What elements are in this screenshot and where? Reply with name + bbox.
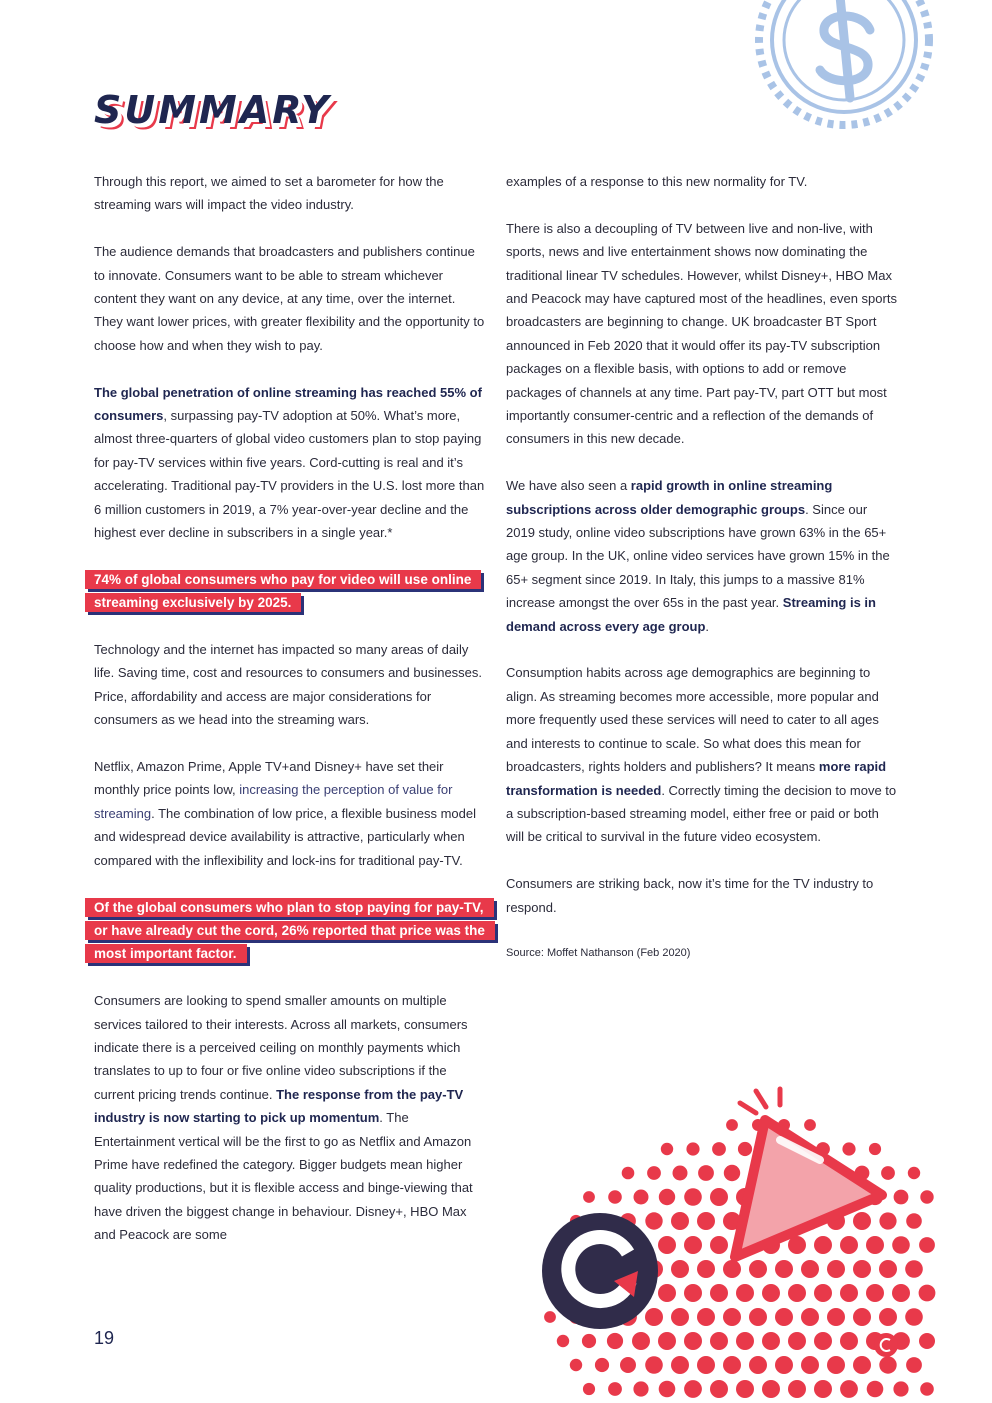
decor-dot [620, 1357, 636, 1373]
decor-dot [908, 1167, 920, 1179]
decor-dot [582, 1334, 596, 1348]
decor-dot [684, 1236, 702, 1254]
decor-dot [840, 1284, 858, 1302]
decor-dot [544, 1311, 556, 1323]
decor-dot [905, 1260, 923, 1278]
page-title: SUMMARY [94, 88, 332, 132]
decor-dot [658, 1236, 676, 1254]
decor-dot [632, 1332, 650, 1350]
decor-dot [686, 1142, 699, 1155]
decor-dot [661, 1143, 673, 1155]
decor-dot [749, 1308, 767, 1326]
copyright-badge-icon [874, 1333, 898, 1357]
bold-highlight: rapid growth in online streaming subscriptions across older demographic groups [506, 478, 833, 517]
bold-highlight: The global penetration of online streaming has reached 55% of consumers [94, 384, 482, 424]
decor-dot [684, 1332, 702, 1350]
decor-dot [671, 1308, 689, 1326]
text-run: We have also seen a [506, 478, 631, 494]
decor-dot [814, 1332, 832, 1350]
decor-dot [723, 1356, 741, 1374]
decor-dot [659, 1381, 676, 1398]
decor-dot [698, 1165, 714, 1181]
text-run: . The combination of low price, a flexible business model and widespread device availability is attractive, particularly when compared with the inflexibility and lock-ins for traditional pay-TV. [94, 805, 477, 868]
decor-dot [840, 1332, 858, 1350]
text-run: . [705, 618, 710, 634]
decor-dot [788, 1380, 806, 1398]
decor-dot [710, 1188, 728, 1206]
decor-dot [814, 1380, 832, 1398]
paragraph: Consumers are striking back, now it’s time for the TV industry to respond. [506, 876, 874, 915]
decor-dot [920, 1190, 933, 1203]
paragraph: Technology and the internet has impacted so many areas of daily life. Saving time, cost and resources to consumers and businesses. Price, affordability and access are major considerations for consumers as we head into the streaming wars. [94, 642, 483, 728]
decor-dot [608, 1382, 622, 1396]
callout-box [85, 896, 486, 966]
decor-dot [671, 1356, 689, 1374]
decor-dot [634, 1190, 649, 1205]
decor-dot [736, 1380, 754, 1398]
page-number: 19 [94, 1328, 115, 1348]
text-run: . Correctly timing the decision to move to a subscription-based streaming model, either free or paid or both will be critical to survival in the future video ecosystem. [506, 782, 897, 845]
decor-dot [892, 1284, 910, 1302]
decor-dot [879, 1260, 897, 1278]
decor-dot [906, 1213, 922, 1229]
paragraph [506, 474, 898, 638]
left-column [94, 170, 486, 1270]
decor-dot [869, 1143, 881, 1155]
decor-dot [919, 1285, 936, 1302]
decor-dot [842, 1142, 855, 1155]
decor-dot [684, 1380, 702, 1398]
decor-dot [905, 1308, 923, 1326]
decor-dot [645, 1212, 662, 1229]
decor-dot [673, 1166, 688, 1181]
decor-dot [840, 1380, 858, 1398]
decor-dot [853, 1260, 871, 1278]
decor-dot [633, 1381, 648, 1396]
decor-dot [906, 1357, 922, 1373]
source-note: Source: Moffet Nathanson (Feb 2020) [506, 947, 691, 960]
callout-text: Of the global consumers who plan to stop paying for pay-TV, or have already cut the cord, 26% reported that price was the most important factor. [85, 898, 495, 964]
text-run: . The Entertainment vertical will be the first to go as Netflix and Amazon Prime have redefined the category. Bigger budgets mean higher quality productions, but it is flexible access and binge-viewing that have driven the biggest change in behaviour. Disney+, HBO Max and Peacock are some [94, 1110, 473, 1243]
decor-dot [595, 1358, 609, 1372]
text-run: Consumers are looking to spend smaller amounts on multiple services tailored to their interests. Across all markets, consumers indicate there is a perceived ceiling on monthly payments which translates to up to four or five online video subscriptions if the current pricing trends continue. [94, 993, 468, 1102]
dollar-coin-icon [752, 0, 992, 140]
paragraph: examples of a response to this new normality for TV. [506, 174, 808, 189]
decor-dot [671, 1260, 689, 1278]
decor-dot [788, 1284, 806, 1302]
decor-dot [749, 1260, 767, 1278]
decor-dot [645, 1356, 663, 1374]
decor-dot [659, 1189, 675, 1205]
circular-arrow-logo-icon [542, 1213, 658, 1329]
decor-dot [827, 1308, 845, 1326]
decor-dot [827, 1260, 845, 1278]
decor-dot [738, 1142, 752, 1156]
decor-dot [658, 1332, 676, 1350]
decor-dot [749, 1356, 767, 1374]
decor-dot [801, 1260, 819, 1278]
decor-dot [892, 1236, 910, 1254]
text-run: , surpassing pay-TV adoption at 50%. What’s more, almost three-quarters of global video customers plan to stop paying for pay-TV services within five years. Cord-cutting is real and it’s accelerating. Traditional pay-TV providers in the U.S. lost more than 6 million customers in 2019, a 7% year-over-year decline and the highest ever decline in subscribers in a single year.* [94, 408, 485, 541]
decor-dot [920, 1382, 934, 1396]
decor-dot [919, 1237, 935, 1253]
decor-dot [879, 1308, 897, 1326]
decor-dot [724, 1165, 740, 1181]
decor-dot [608, 1190, 622, 1204]
decor-dot [736, 1284, 754, 1302]
decor-dot [879, 1356, 896, 1373]
right-column [506, 170, 898, 989]
decor-dot [879, 1212, 896, 1229]
callout-box [85, 568, 486, 615]
decor-dot [684, 1284, 702, 1302]
bold-highlight: The response from the pay-TV industry is now starting to pick up momentum [94, 1086, 464, 1126]
decor-dot [801, 1308, 819, 1326]
decor-dot [893, 1381, 908, 1396]
inline-link[interactable]: increasing the perception of value for streaming [94, 782, 453, 821]
decor-dot [622, 1167, 635, 1180]
decor-dot [697, 1356, 715, 1374]
decor-dot [801, 1356, 819, 1374]
decor-dot [881, 1166, 895, 1180]
decor-dot [557, 1335, 569, 1347]
decor-dot [775, 1308, 793, 1326]
text-run: Netflix, Amazon Prime, Apple TV+and Disney+ have set their monthly price points low, [94, 759, 444, 798]
decor-dot [866, 1284, 884, 1302]
decor-dot [762, 1332, 780, 1350]
decor-dot [894, 1190, 909, 1205]
decor-dot [867, 1381, 884, 1398]
paragraph [506, 661, 898, 848]
decor-dot [788, 1332, 806, 1350]
paragraph: The audience demands that broadcasters and publishers continue to innovate. Consumers want to be able to stream whichever content they want on any device, at any time, over the internet. They want lower prices, with greater flexibility and the opportunity to choose how and when they wish to pay. [94, 244, 485, 353]
decor-dot [775, 1356, 793, 1374]
decor-dot [671, 1212, 689, 1230]
decor-dot [814, 1284, 832, 1302]
decorative-illustration [530, 1085, 950, 1403]
decor-dot [827, 1356, 845, 1374]
bold-highlight: more rapid transformation is needed [506, 759, 887, 798]
decor-dot [919, 1333, 935, 1349]
decor-dot [697, 1212, 715, 1230]
decor-dot [570, 1359, 582, 1371]
paragraph [94, 989, 486, 1246]
paragraph: There is also a decoupling of TV between live and non-live, with sports, news and live entertainment shows now dominating the traditional linear TV schedules. However, whilst Disney+, HBO Max and Peacock may have captured most of the headlines, even sports broadcasters are beginning to change. UK broadcaster BT Sport announced in Feb 2020 that it would offer its pay-TV subscription packages on a flexible basis, with options to add or remove packages of channels at any time. Part pay-TV, part OTT but most importantly consumer-centric and a reflection of the demands of consumers in this new decade. [506, 220, 897, 447]
decor-dot [697, 1308, 715, 1326]
decor-dot [736, 1332, 754, 1350]
decor-dot [840, 1236, 858, 1254]
decor-dot [866, 1236, 884, 1254]
paragraph [94, 381, 486, 545]
decor-dot [762, 1380, 780, 1398]
decor-dot [710, 1380, 728, 1398]
text-run: . Since our 2019 study, online video subscriptions have grown 63% in the 65+ age group. In the UK, online video services have grown 15% in the 65+ segment since 2019. In Italy, this jumps to a massive 81% increase amongst the over 65s in the past year. [506, 501, 890, 611]
decor-dot [853, 1308, 871, 1326]
decor-dot [710, 1236, 728, 1254]
decor-dot [853, 1212, 871, 1230]
decor-dot [804, 1119, 816, 1131]
text-run: Consumption habits across age demographics are beginning to align. As streaming becomes more accessible, more popular and more frequently used these services will need to cater to all ages and interests to continue to scale. So what does this mean for broadcasters, rights holders and publishers? It means [506, 665, 879, 775]
decor-dot [723, 1308, 741, 1326]
decor-dot [658, 1284, 676, 1302]
decor-dot [684, 1188, 702, 1206]
decor-dot [814, 1236, 832, 1254]
decor-dot [726, 1119, 738, 1131]
paragraph [94, 755, 486, 872]
decor-dot [710, 1332, 728, 1350]
decor-dot [723, 1260, 741, 1278]
decor-dot [647, 1166, 661, 1180]
decor-dot [710, 1284, 728, 1302]
decor-dot [583, 1383, 595, 1395]
decor-dot [762, 1284, 780, 1302]
decor-dot [775, 1260, 793, 1278]
decor-dot [583, 1191, 595, 1203]
decor-dot [697, 1260, 715, 1278]
decor-dot [607, 1333, 623, 1349]
decor-dot [645, 1308, 663, 1326]
callout-text: 74% of global consumers who pay for video will use online streaming exclusively by 2025. [85, 570, 481, 612]
decor-dot [712, 1142, 726, 1156]
decor-dot [853, 1356, 871, 1374]
bold-highlight: Streaming is in demand across every age group [506, 595, 876, 634]
paragraph: Through this report, we aimed to set a barometer for how the streaming wars will impact the video industry. [94, 174, 444, 213]
